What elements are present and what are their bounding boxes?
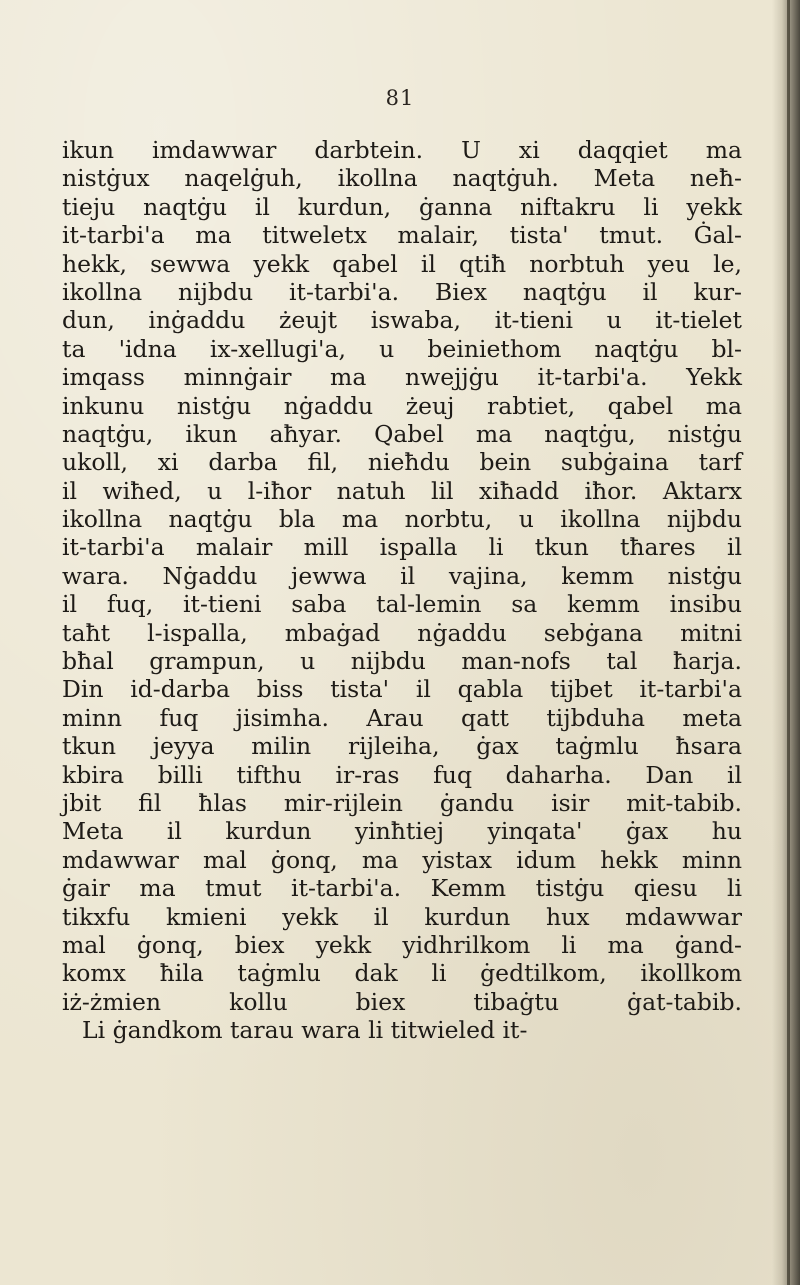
text-line: ta 'idna ix-xellugi'a, u beiniethom naqtġu bl- [62,334,742,363]
body-text [62,136,742,1045]
text-line: ikollna naqtġu bla ma norbtu, u ikollna nijbdu [62,505,742,534]
text-line: naqtġu, ikun aħyar. Qabel ma naqtġu, nistġu [62,419,742,448]
text-line: taħt l-ispalla, mbaġad nġaddu sebġana mitni [62,618,742,647]
text-line: il wiħed, u l-iħor natuh lil xiħadd iħor. Aktarx [62,476,742,505]
text-line: il fuq, it-tieni saba tal-lemin sa kemm insibu [62,590,742,619]
text-line: nistġux naqelġuh, ikollna naqtġuh. Meta neħ- [62,164,742,193]
text-line: imqass minnġair ma nwejjġu it-tarbi'a. Yekk [62,363,742,392]
text-line: hekk, sewwa yekk qabel il qtiħ norbtuh yeu le, [62,249,742,278]
text-line: Din id-darba biss tista' il qabla tijbet it-tarbi'a [62,675,742,704]
text-line: dun, inġaddu żeujt iswaba, it-tieni u it-tielet [62,306,742,335]
text-line: mdawwar mal ġonq, ma yistax idum hekk minn [62,845,742,874]
text-line: Meta il kurdun yinħtiej yinqata' ġax hu [62,817,742,846]
text-line: Li ġandkom tarau wara li titwieled it- [82,1016,528,1045]
text-line: ukoll, xi darba fil, nieħdu bein subġaina tarf [62,448,742,477]
text-line: tkun jeyya milin rijleiha, ġax taġmlu ħsara [62,732,742,761]
text-line: it-tarbi'a malair mill ispalla li tkun tħares il [62,533,742,562]
text-line: ikun imdawwar darbtein. U xi daqqiet ma [62,136,742,164]
text-line: tieju naqtġu il kurdun, ġanna niftakru li yekk [62,192,742,221]
text-line: ikollna nijbdu it-tarbi'a. Biex naqtġu il kur- [62,277,742,306]
page-binding-shadow [772,0,800,1285]
text-line: komx ħila taġmlu dak li ġedtilkom, ikollkom [62,959,742,988]
text-line: wara. Nġaddu jewwa il vajina, kemm nistġu [62,561,742,590]
text-line: kbira billi tifthu ir-ras fuq daharha. Dan il [62,760,742,789]
text-line: jbit fil ħlas mir-rijlein ġandu isir mit-tabib. [62,788,742,817]
text-line: bħal grampun, u nijbdu man-nofs tal ħarja. [62,647,742,676]
text-line: inkunu nistġu nġaddu żeuj rabtiet, qabel ma [62,391,742,420]
page-binding-edge [787,0,790,1285]
text-line: tikxfu kmieni yekk il kurdun hux mdawwar [62,902,742,931]
text-line: ġair ma tmut it-tarbi'a. Kemm tistġu qiesu li [62,874,742,903]
page-number: 81 [385,86,415,110]
text-line: minn fuq jisimha. Arau qatt tijbduha meta [62,703,742,732]
text-line: it-tarbi'a ma titweletx malair, tista' tmut. Ġal- [62,221,742,250]
text-line: mal ġonq, biex yekk yidhrilkom li ma ġand- [62,930,742,959]
text-line: iż-żmien kollu biex tibaġtu ġat-tabib. [62,987,742,1016]
